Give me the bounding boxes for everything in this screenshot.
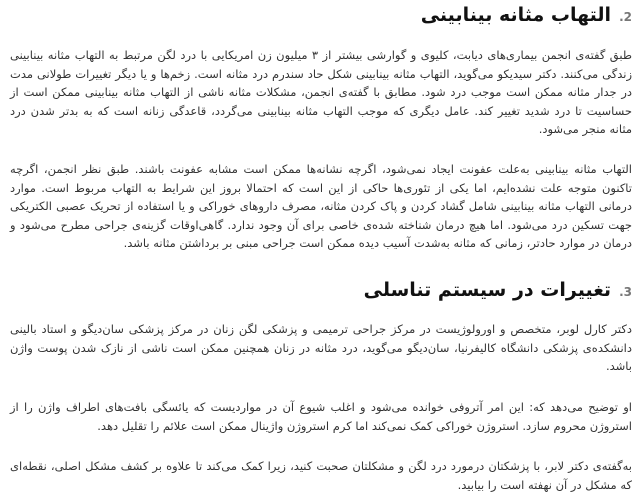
section-heading-reproductive-changes	[364, 279, 632, 301]
section-heading-interstitial-cystitis	[421, 4, 632, 26]
paragraph-interstitial-cystitis-treatment: التهاب مثانه بینابینی به‌علت عفونت ایجاد نمی‌شود، اگرچه نشانه‌ها ممکن است مشابه عفونت باشند. طبق نظر انجمن، اگرچه تاکنون متوجه علت نشده‌ایم، اما یکی از تئوری‌ها حاکی از این است که احتمالا بروز این شرایط به التهاب مربوط است. موارد درمانی التهاب مثانه بینابینی شامل گشاد کردن و پاک کردن مثانه، مصرف داروهای خوراکی و یا استفاده از تحریک عصبی الکتریکی جهت تسکین درد می‌شود. اما هیچ درمان شناخته شده‌ی خاصی برای آن وجود ندارد. گاهی‌اوقات گزینه‌ی جراحی مطرح می‌شود و درمان در موارد حادتر، زمانی که مثانه به‌شدت آسیب دیده ممکن است جراحی مبنی بر برداشتن مثانه باشد.	[10, 162, 632, 250]
section-number: 2.	[619, 10, 632, 24]
paragraph-doctor-advice: به‌گفته‌ی دکتر لابر، با پزشکتان درمورد درد لگن و مشکلتان صحبت کنید، زیرا کمک می‌کند تا علاوه بر کشف مشکل اصلی، نقطه‌ای که مشکل در آن نهفته است را بیابید.	[10, 459, 632, 492]
section-title: تغییرات در سیستم تناسلی	[363, 279, 612, 301]
paragraph-interstitial-cystitis-intro: طبق گفته‌ی انجمن بیماری‌های دیابت، کلیوی و گوارشی بیشتر از ۳ میلیون زن امریکایی با درد لگن مرتبط به التهاب مثانه بینابینی زندگی می‌کنند. دکتر سیدیکو می‌گوید، التهاب مثانه بینابینی شکل حاد سندرم درد مثانه است. زخم‌ها و یا دیگر تغییرات طولانی مدت در جدار مثانه ممکن است موجب درد شود. مطابق با گفته‌ی انجمن، مشکلات مثانه ناشی از التهاب مثانه بینابینی ممکن است از حساسیت تا درد شدید تغییر کند. عامل دیگری که موجب التهاب مثانه بینابینی می‌گردد، قاعدگی زنانه است که به بدتر شدن درد مثانه منجر می‌شود.	[10, 48, 632, 136]
paragraph-reproductive-intro: دکتر کارل لوبر، متخصص و اورولوژیست در مرکز جراحی ترمیمی و پزشکی لگن زنان در مرکز پزشکی سان‌دیگو و استاد بالینی دانشکده‌ی پزشکی دانشگاه کالیفرنیا، سان‌دیگو می‌گوید، درد مثانه در زنان همچنین ممکن است ناشی از نازک شدن پوست واژن باشد.	[10, 322, 632, 373]
section-title: التهاب مثانه بینابینی	[420, 4, 612, 26]
section-number: 3.	[619, 285, 632, 299]
paragraph-atrophy-explanation: او توضیح می‌دهد که: این امر آتروفی خوانده می‌شود و اغلب شیوع آن در مواردیست که یائسگی بافت‌های اطراف واژن را از استروژن محروم سازد. استروژن خوراکی کمک نمی‌کند اما کرم استروژن واژینال ممکن است علائم را تقلیل دهد.	[10, 400, 632, 433]
